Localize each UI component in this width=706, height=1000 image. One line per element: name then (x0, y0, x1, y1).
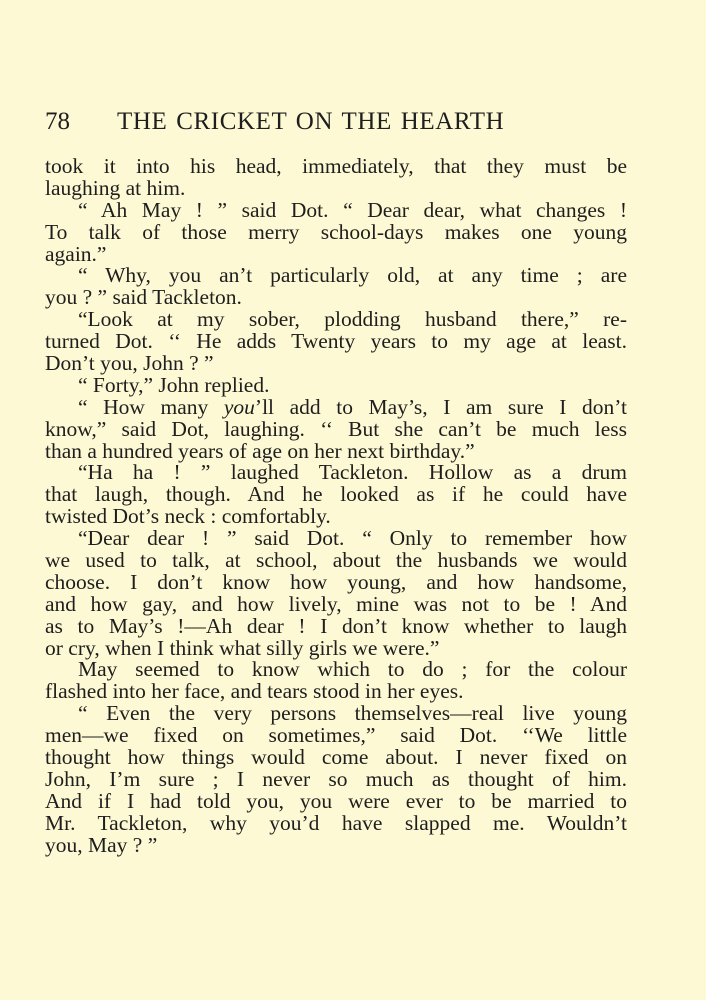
text-line: Mr. Tackleton, why you’d have slapped me. Wouldn’t (45, 810, 627, 835)
text-line: know,” said Dot, laughing. ‘‘ But she can’t be much less (45, 416, 627, 441)
text-line: or cry, when I think what silly girls we were.” (45, 635, 440, 660)
text-line: took it into his head, immediately, that they must be (45, 154, 627, 178)
text-line: “ Even the very persons themselves—real live young (78, 701, 627, 726)
text-line: you ? ” said Tackleton. (45, 285, 242, 310)
text-line: turned Dot. ‘‘ He adds Twenty years to my age at least. (45, 329, 627, 354)
text-line (45, 394, 627, 419)
emphasis: you (223, 394, 255, 419)
text-line: “Look at my sober, plodding husband there,” re- (78, 307, 627, 332)
text-line: To talk of those merry school-days makes one young (45, 219, 627, 244)
text-line: as to May’s !—Ah dear ! I don’t know whether to laugh (45, 613, 627, 638)
text-line: “ Ah May ! ” said Dot. “ Dear dear, what changes ! (78, 197, 627, 222)
text-line: again.” (45, 241, 107, 266)
text-line: flashed into her face, and tears stood in her eyes. (45, 679, 464, 704)
text-line: laughing at him. (45, 175, 186, 200)
running-head (45, 108, 627, 144)
text-line: choose. I don’t know how young, and how handsome, (45, 569, 627, 594)
text-line: and how gay, and how lively, mine was not to be ! And (45, 591, 627, 616)
text-line: thought how things would come about. I never fixed on (45, 745, 627, 770)
text-line: “Ha ha ! ” laughed Tackleton. Hollow as a drum (78, 460, 627, 485)
text-line: we used to talk, at school, about the husbands we would (45, 548, 627, 573)
text-line: May seemed to know which to do ; for the colour (78, 657, 627, 682)
text-line: “ Why, you an’t particularly old, at any time ; are (78, 263, 627, 288)
text-line: “ Forty,” John replied. (78, 372, 270, 397)
body-text (45, 156, 627, 857)
text-line: “Dear dear ! ” said Dot. “ Only to remember how (78, 526, 627, 551)
text-line: John, I’m sure ; I never so much as thought of him. (45, 766, 627, 791)
text-line: And if I had told you, you were ever to be married to (45, 788, 627, 813)
text-line: than a hundred years of age on her next birthday.” (45, 438, 475, 463)
book-title: THE CRICKET ON THE HEARTH (117, 108, 505, 135)
book-page (45, 108, 627, 857)
text-line: Don’t you, John ? ” (45, 351, 214, 376)
text-line: you, May ? ” (45, 832, 158, 857)
page-number: 78 (45, 108, 70, 135)
line-start: “ How many (78, 394, 224, 419)
line-end: ’ll add to May’s, I am sure I don’t (254, 394, 627, 419)
text-line: men—we fixed on sometimes,” said Dot. ‘‘We little (45, 723, 627, 748)
text-line: twisted Dot’s neck : comfortably. (45, 504, 331, 529)
text-line: that laugh, though. And he looked as if he could have (45, 482, 627, 507)
